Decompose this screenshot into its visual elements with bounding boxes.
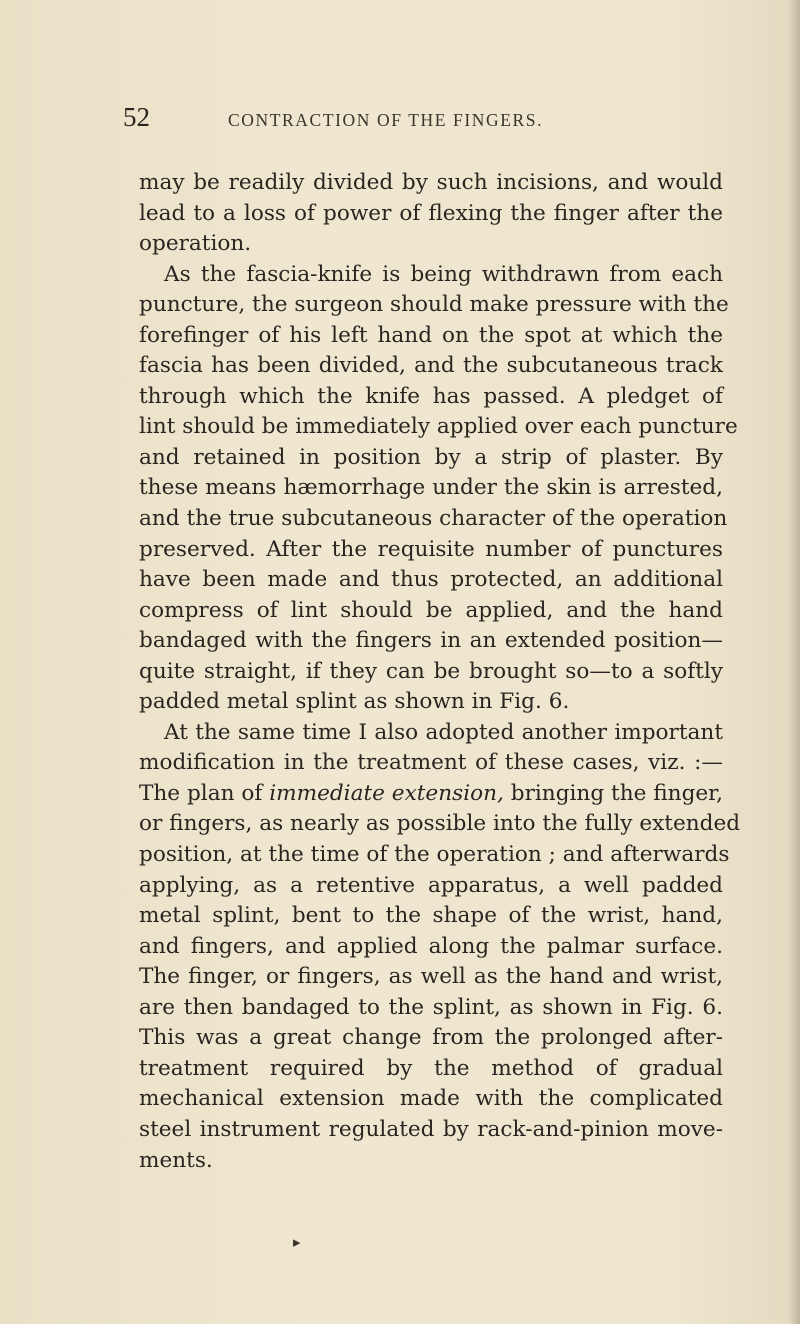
text-line: applying, as a retentive apparatus, a well padded: [139, 872, 723, 898]
text-line: This was a great change from the prolonged after-: [139, 1025, 723, 1051]
text-line: position, at the time of the operation ; and afterwards: [139, 842, 730, 868]
text-segment: The plan of: [139, 780, 270, 806]
text-line: lead to a loss of power of flexing the finger after the: [139, 200, 723, 226]
text-line: or fingers, as nearly as possible into the fully extended: [139, 811, 741, 837]
page-edge-shadow: [788, 0, 800, 1324]
text-line: have been made and thus protected, an additional: [139, 567, 723, 593]
text-segment: bringing the finger,: [503, 780, 723, 806]
text-line: modification in the treatment of these cases, viz. :—: [139, 750, 723, 776]
text-line: and fingers, and applied along the palmar surface.: [139, 933, 723, 959]
text-line-italic: [139, 779, 723, 810]
text-line: operation.: [139, 231, 252, 257]
text-line: At the same time I also adopted another important: [164, 719, 723, 745]
text-line: padded metal splint as shown in Fig. 6.: [139, 689, 570, 715]
text-line: and the true subcutaneous character of the operation: [139, 506, 728, 532]
text-line: forefinger of his left hand on the spot at which the: [139, 322, 723, 348]
text-line: preserved. After the requisite number of punctures: [139, 536, 723, 562]
page-header: [123, 102, 723, 138]
text-line: steel instrument regulated by rack-and-pinion move-: [139, 1116, 723, 1142]
italic-phrase: immediate extension,: [269, 780, 504, 806]
text-line: may be readily divided by such incisions, and would: [139, 170, 723, 195]
text-line: bandaged with the fingers in an extended position—: [139, 628, 723, 654]
body-text: [139, 168, 741, 1176]
page-number: 52: [123, 102, 150, 132]
text-line: The finger, or fingers, as well as the hand and wrist,: [139, 964, 723, 990]
text-line: treatment required by the method of gradual: [139, 1055, 723, 1081]
text-line: these means hæmorrhage under the skin is arrested,: [139, 475, 723, 501]
text-line: ments.: [139, 1147, 213, 1173]
text-line: As the fascia-knife is being withdrawn from each: [164, 261, 723, 287]
text-line: quite straight, if they can be brought so—to a softly: [139, 658, 723, 684]
text-line: metal splint, bent to the shape of the wrist, hand,: [139, 903, 723, 929]
running-title: CONTRACTION OF THE FINGERS.: [228, 110, 544, 130]
text-line: compress of lint should be applied, and the hand: [139, 597, 723, 623]
text-line: are then bandaged to the splint, as shown in Fig. 6.: [139, 994, 723, 1020]
printer-mark: ▸: [293, 1233, 301, 1251]
text-line: fascia has been divided, and the subcutaneous track: [139, 353, 723, 379]
text-line: and retained in position by a strip of plaster. By: [139, 444, 723, 470]
text-line: lint should be immediately applied over each puncture: [139, 414, 738, 440]
text-line: puncture, the surgeon should make pressure with the: [139, 292, 729, 318]
text-line: through which the knife has passed. A pledget of: [139, 383, 723, 409]
text-line: mechanical extension made with the complicated: [139, 1086, 723, 1112]
